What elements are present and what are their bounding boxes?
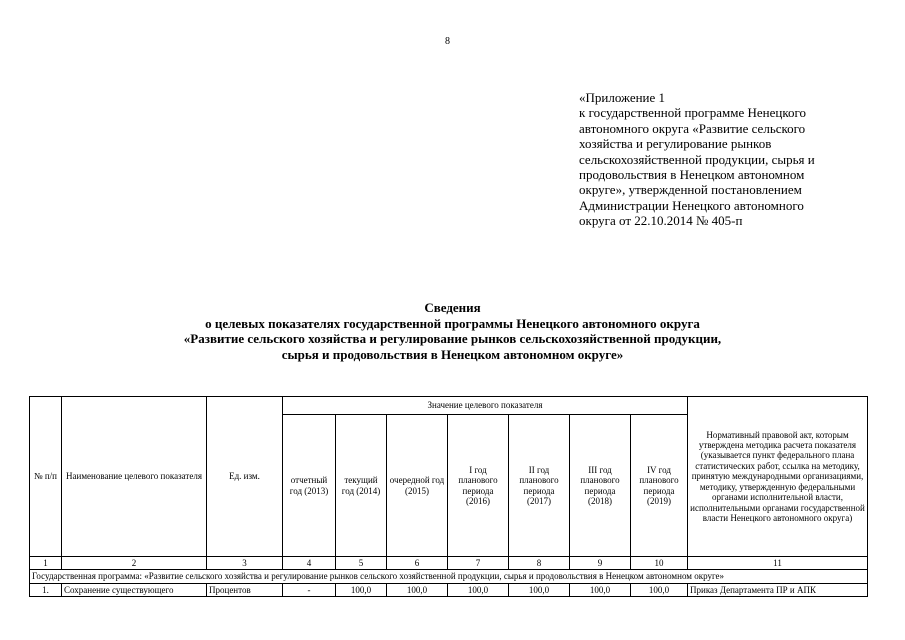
row-reported-year: -	[283, 583, 336, 596]
row-num: 1.	[30, 583, 62, 596]
appendix-line: автономного округа «Развитие сельского	[579, 120, 806, 136]
row-plan-year-2: 100,0	[509, 583, 570, 596]
program-row: Государственная программа: «Развитие сельского хозяйства и регулирование рынков сельского хозяйственной продукции, сырья и продовольствия в Ненецком автономном округе»	[30, 570, 868, 583]
row-current-year: 100,0	[336, 583, 387, 596]
column-number: 6	[387, 557, 448, 570]
header-legal-act: Нормативный правовой акт, которым утверждена методика расчета показателя (указывается пункт федерального плана статистических работ, ссылка на методику, принятую международными организациями, методику, утвержденную федеральными органами исполнительной власти, исполнительными органами государственной власти Ненецкого автономного округа)	[688, 397, 868, 557]
appendix-line: сельскохозяйственной продукции, сырья и	[579, 151, 815, 167]
row-unit: Процентов	[207, 583, 283, 596]
appendix-line: Администрации Ненецкого автономного	[579, 197, 804, 213]
appendix-line: округа от 22.10.2014 № 405-п	[579, 213, 743, 229]
header-reported-year: отчетный год (2013)	[283, 415, 336, 557]
appendix-note	[579, 90, 869, 229]
header-name: Наименование целевого показателя	[62, 397, 207, 557]
column-number: 2	[62, 557, 207, 570]
column-number: 1	[30, 557, 62, 570]
header-plan-year-4: IV год планового периода (2019)	[631, 415, 688, 557]
appendix-line: к государственной программе Ненецкого	[579, 105, 807, 121]
appendix-line: продовольствия в Ненецком автономном	[579, 167, 805, 183]
appendix-line: округе», утвержденной постановлением	[579, 182, 802, 198]
column-number: 9	[570, 557, 631, 570]
header-plan-year-3: III год планового периода (2018)	[570, 415, 631, 557]
title-line: Сведения	[424, 300, 481, 315]
header-plan-year-2: II год планового периода (2017)	[509, 415, 570, 557]
header-num: № п/п	[30, 397, 62, 557]
row-next-year: 100,0	[387, 583, 448, 596]
header-plan-year-1: I год планового периода (2016)	[448, 415, 509, 557]
title-line: сырья и продовольствия в Ненецком автономном округе»	[281, 346, 624, 362]
column-number: 5	[336, 557, 387, 570]
appendix-line: хозяйства и регулирование рынков	[579, 136, 772, 152]
title-line: «Развитие сельского хозяйства и регулирование рынков сельскохозяйственной продукции,	[183, 331, 722, 347]
header-next-year: очередной год (2015)	[387, 415, 448, 557]
page-number: 8	[445, 36, 450, 47]
column-number: 8	[509, 557, 570, 570]
column-number: 10	[631, 557, 688, 570]
column-number: 4	[283, 557, 336, 570]
header-unit: Ед. изм.	[207, 397, 283, 557]
title-line: о целевых показателях государственной программы Ненецкого автономного округа	[205, 315, 700, 331]
header-current-year: текущий год (2014)	[336, 415, 387, 557]
column-number: 7	[448, 557, 509, 570]
row-legal-act: Приказ Департамента ПР и АПК	[688, 583, 868, 596]
row-plan-year-3: 100,0	[570, 583, 631, 596]
indicators-table	[29, 396, 868, 597]
appendix-line: «Приложение 1	[579, 90, 666, 105]
column-number: 3	[207, 557, 283, 570]
header-indicator-value-group: Значение целевого показателя	[283, 397, 688, 415]
document-title	[0, 300, 905, 362]
row-indicator-name: Сохранение существующего	[62, 583, 207, 596]
column-number: 11	[688, 557, 868, 570]
row-plan-year-4: 100,0	[631, 583, 688, 596]
row-plan-year-1: 100,0	[448, 583, 509, 596]
